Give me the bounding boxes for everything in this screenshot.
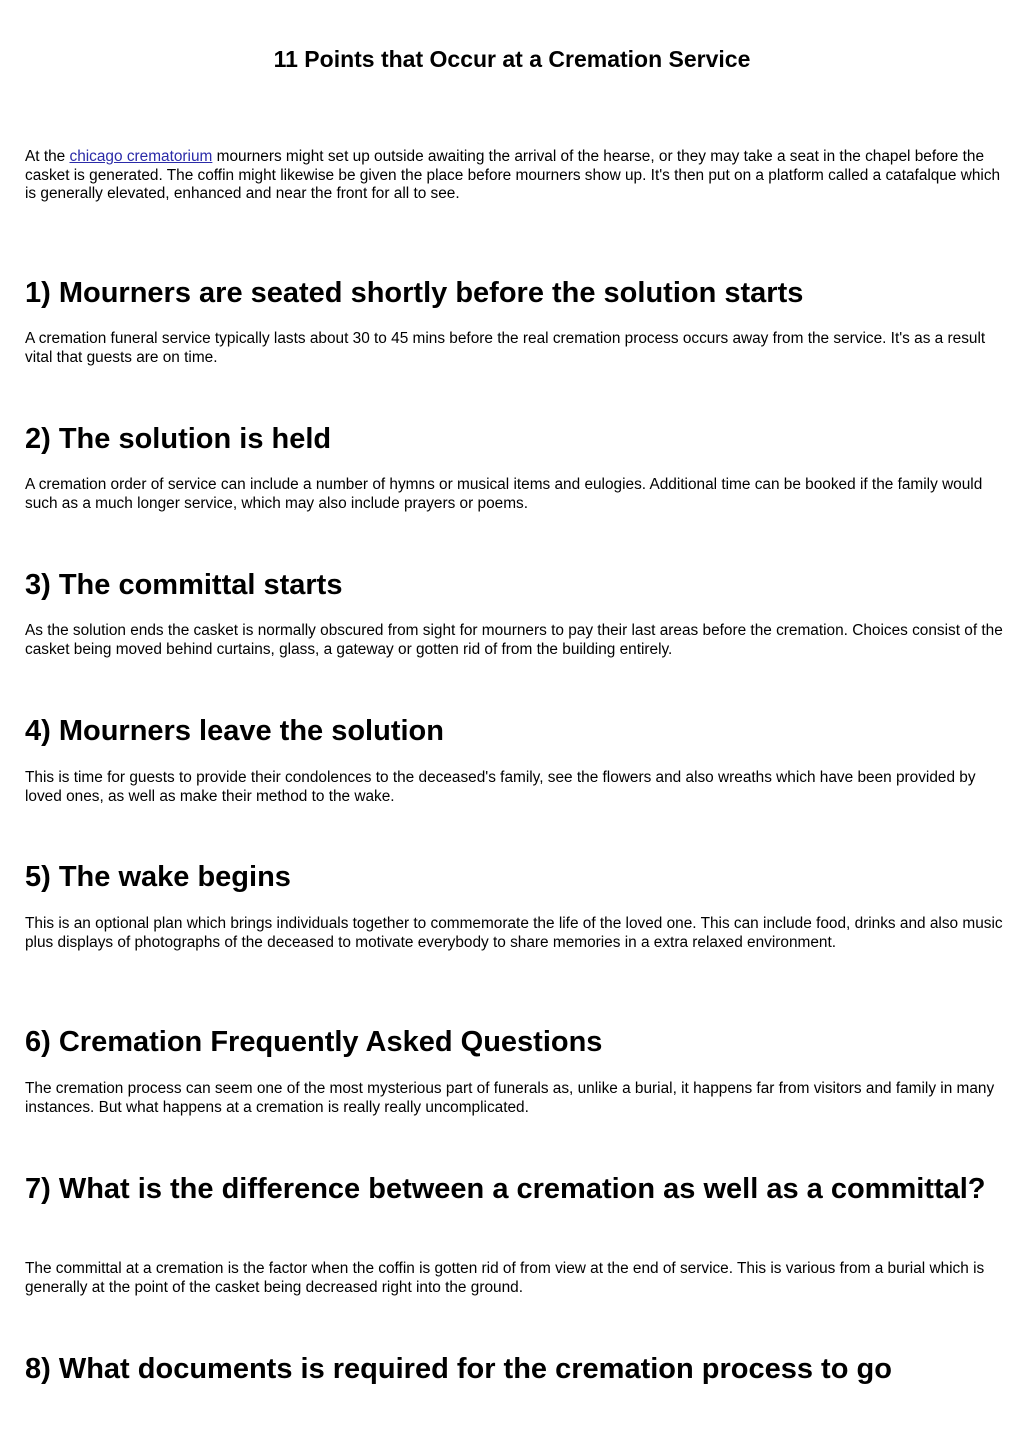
intro-text-after-link: mourners might set up outside awaiting the arrival of the hearse, or they may take a seat in the chapel before the casket is generated. The coffin might likewise be given the place before mourners show up. It's then put on a platform called a catafalque which is generally elevated, enhanced and near the front for all to see. — [25, 148, 1001, 203]
section-7-body: The committal at a cremation is the factor when the coffin is gotten rid of from view at the end of service. This is various from a burial which is generally at the point of the casket being decreased right into the ground. — [25, 1260, 985, 1296]
section-5-heading: 5) The wake begins — [25, 861, 291, 893]
section-1-heading: 1) Mourners are seated shortly before the solution starts — [25, 277, 804, 309]
intro-text-before-link: At the — [25, 148, 70, 165]
intro-paragraph — [25, 148, 1005, 204]
section-4-body: This is time for guests to provide their condolences to the deceased's family, see the flowers and also wreaths which have been provided by loved ones, as well as make their method to the wake. — [25, 769, 976, 805]
section-3-heading: 3) The committal starts — [25, 569, 343, 601]
section-2-heading: 2) The solution is held — [25, 423, 332, 455]
section-4-heading: 4) Mourners leave the solution — [25, 715, 444, 747]
section-1-body: A cremation funeral service typically lasts about 30 to 45 mins before the real cremation process occurs away from the service. It's as a result vital that guests are on time. — [25, 330, 986, 366]
section-8-heading: 8) What documents is required for the cremation process to go — [25, 1353, 892, 1385]
chicago-crematorium-link[interactable]: chicago crematorium — [69, 148, 213, 165]
section-3-body: As the solution ends the casket is normally obscured from sight for mourners to pay their last areas before the cremation. Choices consist of the casket being moved behind curtains, glass, a gateway or gotten rid of from the building entirely. — [25, 622, 1003, 658]
section-2-body: A cremation order of service can include a number of hymns or musical items and eulogies. Additional time can be booked if the family would such as a much longer service, which may also include prayers or poems. — [25, 476, 983, 512]
section-6-heading: 6) Cremation Frequently Asked Questions — [25, 1026, 603, 1058]
section-5-body: This is an optional plan which brings individuals together to commemorate the life of the loved one. This can include food, drinks and also music plus displays of photographs of the deceased to motivate everybody to share memories in a extra relaxed environment. — [25, 915, 1003, 951]
section-6-body: The cremation process can seem one of the most mysterious part of funerals as, unlike a burial, it happens far from visitors and family in many instances. But what happens at a cremation is really really uncomplicated. — [25, 1080, 995, 1116]
section-7-heading: 7) What is the difference between a cremation as well as a committal? — [25, 1173, 986, 1205]
document-title: 11 Points that Occur at a Cremation Service — [273, 46, 751, 72]
